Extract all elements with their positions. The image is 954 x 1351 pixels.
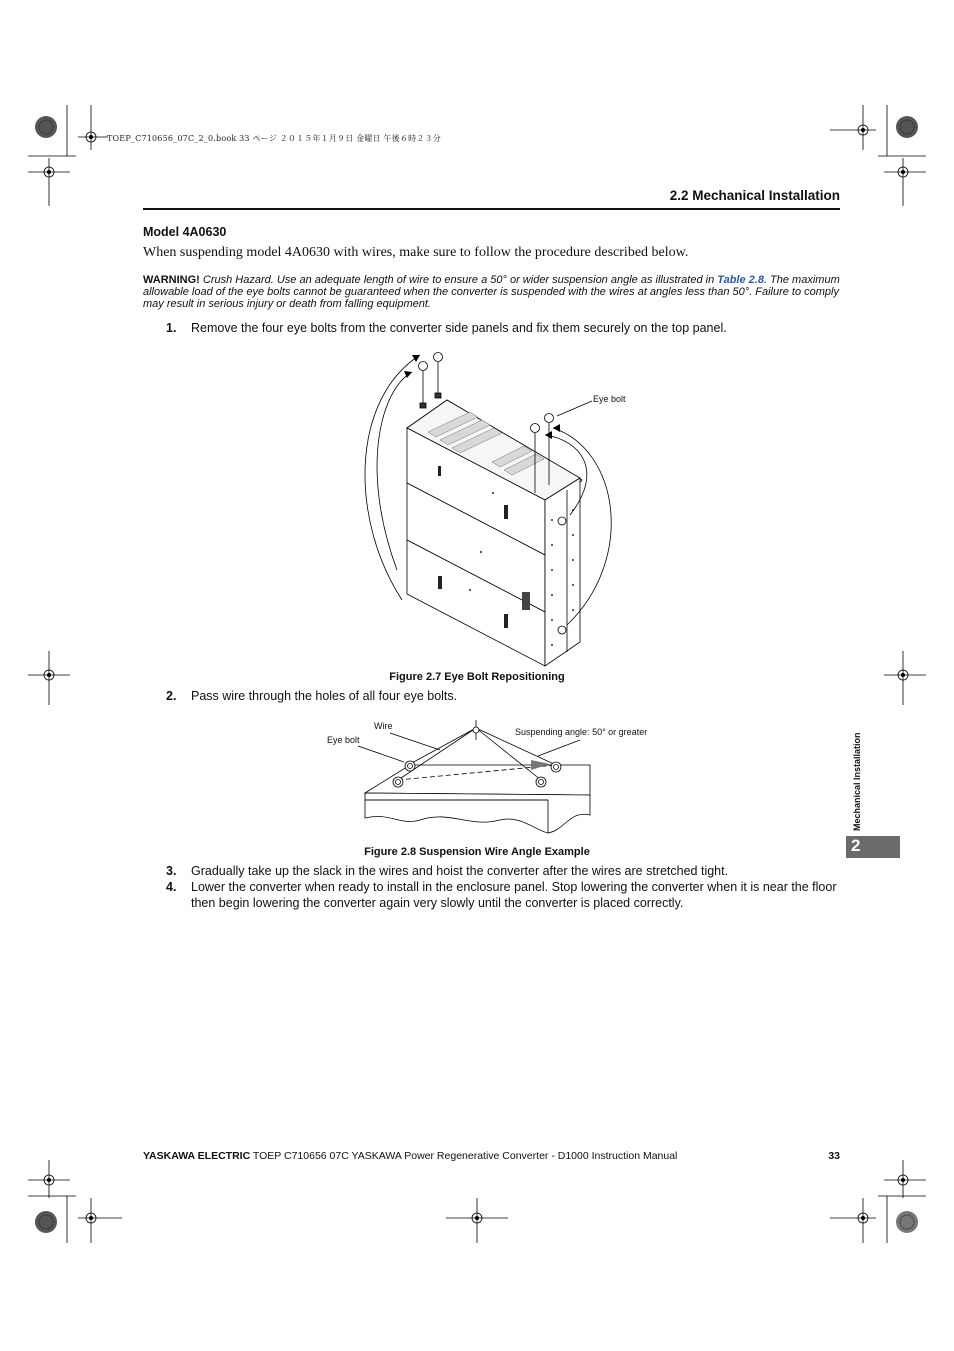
step-text: Lower the converter when ready to install in the enclosure panel. Stop lowering the converter when it is near the floor then begin lowering the converter again very slowly until the converter is placed correctly. [191, 880, 837, 910]
print-info-line: TOEP_C710656_07C_2_0.book 33 ページ ２０１５年１月９日 金曜日 午後６時２３分 [107, 134, 441, 143]
suspending-angle-label: Suspending angle: 50° or greater [515, 727, 648, 737]
model-heading: Model 4A0630 [143, 225, 227, 239]
figure-2-8-caption: Figure 2.8 Suspension Wire Angle Example [364, 846, 590, 858]
step-number: 3. [166, 864, 177, 878]
side-tab-label: Mechanical Installation [852, 732, 862, 831]
step-number: 4. [166, 880, 177, 894]
figure-2-7-caption: Figure 2.7 Eye Bolt Repositioning [389, 671, 565, 683]
eye-bolt-callout: Eye bolt [593, 394, 626, 404]
wire-label: Wire [374, 721, 393, 731]
footer [143, 1150, 677, 1162]
table-link[interactable]: Table 2.8 [717, 274, 764, 286]
step-number: 2. [166, 689, 177, 703]
eye-bolt-label: Eye bolt [327, 735, 360, 745]
step-text: Gradually take up the slack in the wires and hoist the converter after the wires are stretched tight. [191, 864, 729, 878]
step-number: 1. [166, 321, 177, 335]
intro-paragraph: When suspending model 4A0630 with wires, make sure to follow the procedure described below. [143, 245, 689, 260]
step-text: Remove the four eye bolts from the converter side panels and fix them securely on the top panel. [191, 321, 727, 335]
warning-label: WARNING! [143, 274, 200, 286]
warning-text-cont: . The maximum allowable load of the eye bolts cannot be guaranteed when the converter is suspended with the wires at angles less than 50°. Failure to comply may result in serious injury or death from falling equipment. [143, 274, 840, 310]
chapter-number: 2 [851, 836, 861, 855]
footer-text: TOEP C710656 07C YASKAWA Power Regenerative Converter - D1000 Instruction Manual [250, 1150, 678, 1162]
step-3 [166, 864, 841, 880]
step-text: Pass wire through the holes of all four eye bolts. [191, 689, 458, 703]
warning-text: Crush Hazard. Use an adequate length of wire to ensure a 50° or wider suspension angle as illustrated in [202, 274, 718, 286]
page-number: 33 [828, 1150, 840, 1162]
footer-brand: YASKAWA ELECTRIC [143, 1150, 251, 1162]
section-title: 2.2 Mechanical Installation [669, 188, 840, 203]
step-4 [166, 880, 841, 911]
